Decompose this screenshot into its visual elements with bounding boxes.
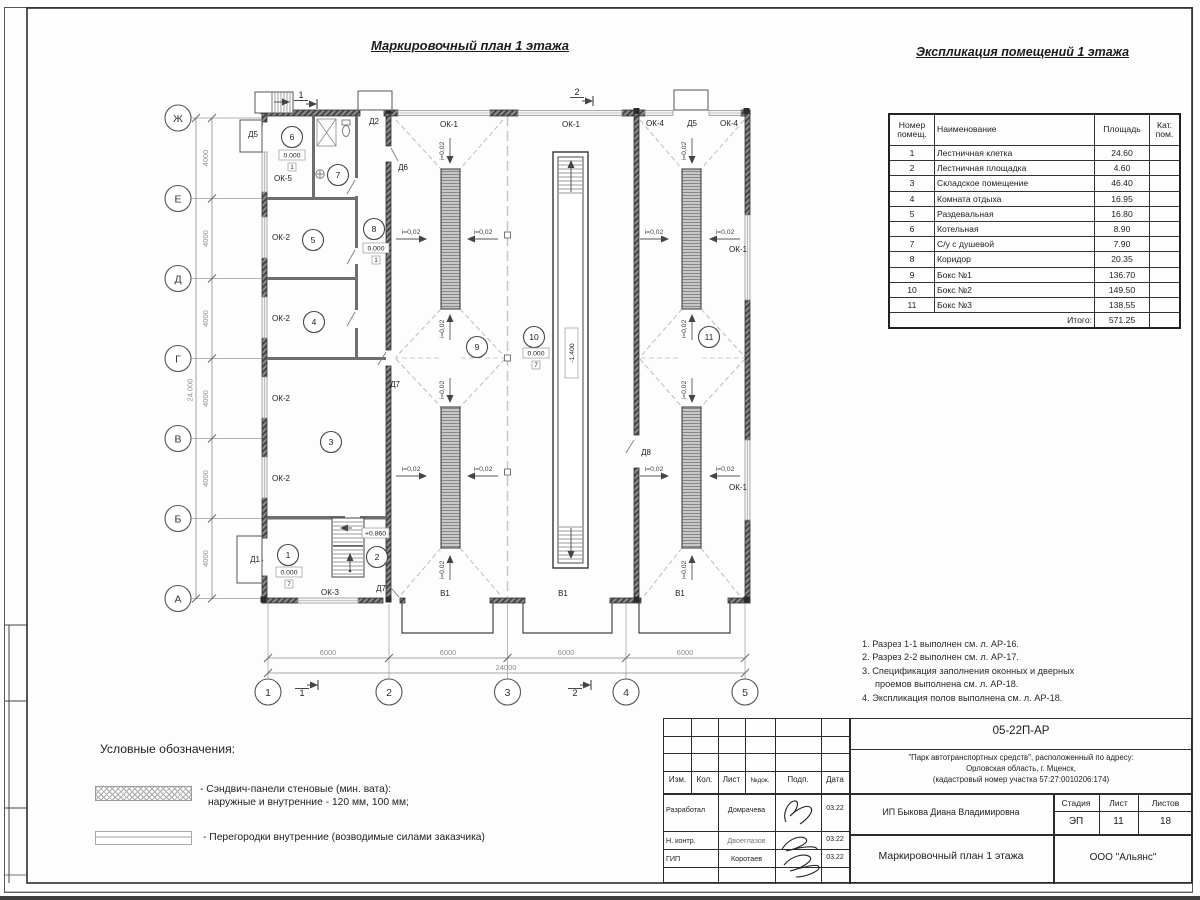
room-cat	[1150, 161, 1181, 176]
name-gip: Коротаев	[730, 854, 763, 863]
table-header-row	[889, 114, 1180, 146]
room-name: Складское помещение	[935, 176, 1095, 191]
svg-text:i=0,02: i=0,02	[439, 560, 446, 580]
svg-text:0.000: 0.000	[527, 350, 545, 358]
window-label: ОК-1	[440, 120, 458, 129]
window-label: ОК-2	[272, 394, 290, 403]
room-num: 4	[889, 191, 935, 206]
svg-text:i=0,02: i=0,02	[644, 229, 664, 236]
svg-text:i=0,02: i=0,02	[439, 319, 446, 339]
room-cat	[1150, 267, 1181, 282]
room-name: Лестничная площадка	[935, 161, 1095, 176]
room-area: 136.70	[1095, 267, 1150, 282]
room-cat	[1150, 146, 1181, 161]
note-line: 1. Разрез 1-1 выполнен см. л. АР-16.	[862, 639, 1019, 649]
svg-text:i=0,02: i=0,02	[473, 466, 493, 473]
legend-title: Условные обозначения:	[100, 742, 236, 756]
svg-text:0.000: 0.000	[280, 569, 298, 577]
table-row	[889, 237, 1180, 252]
window-label: ОК-2	[272, 314, 290, 323]
col-header-area: Площадь	[1095, 114, 1150, 146]
legend-item1-line1: - Сэндвич-панели стеновые (мин. вата):	[200, 784, 392, 795]
company-name: ООО "Альянс"	[1089, 852, 1157, 863]
col-podp: Подп.	[787, 775, 809, 784]
svg-text:10: 10	[529, 332, 539, 342]
table-row	[889, 267, 1180, 282]
dim-4000: 4000	[201, 470, 210, 487]
room-name: Лестничная клетка	[935, 146, 1095, 161]
grid-row-label: В	[174, 433, 182, 446]
window-label: ОК-5	[274, 174, 292, 183]
room-num: 7	[889, 237, 935, 252]
sheets-total: 18	[1159, 816, 1172, 827]
window-label: ОК-2	[272, 233, 290, 242]
svg-text:i=0,02: i=0,02	[439, 380, 446, 400]
svg-text:8: 8	[371, 224, 377, 234]
gate-ramps	[402, 603, 730, 633]
svg-text:5: 5	[310, 235, 316, 245]
room-num: 2	[889, 161, 935, 176]
table-title: Экспликация помещений 1 этажа	[915, 45, 1130, 59]
room-name: Бокс №3	[935, 297, 1095, 312]
signature	[776, 831, 822, 881]
door-label: Д8	[641, 448, 651, 457]
svg-text:i=0,02: i=0,02	[681, 319, 688, 339]
svg-text:2: 2	[572, 688, 578, 698]
table-row	[889, 221, 1180, 236]
room-num: 10	[889, 282, 935, 297]
door-label: Д7	[390, 380, 400, 389]
table-row	[889, 191, 1180, 206]
room-num: 6	[889, 221, 935, 236]
total-cat	[1150, 313, 1181, 329]
dim-4000: 4000	[201, 149, 210, 167]
room-num: 3	[889, 176, 935, 191]
svg-text:6: 6	[289, 132, 295, 142]
dim-6000: 6000	[439, 648, 457, 657]
grid-row-label: Е	[174, 193, 182, 206]
grid-row-label: Б	[174, 513, 182, 526]
grid-col-label: 2	[386, 687, 392, 699]
table-row	[889, 297, 1180, 312]
gate-label: В1	[440, 589, 450, 598]
date-developed: 03.22	[826, 805, 844, 812]
svg-text:i=0,02: i=0,02	[401, 466, 421, 473]
room-cat	[1150, 297, 1181, 312]
client-name: ИП Быкова Диана Владимировна	[882, 807, 1020, 817]
room-name: Раздевальная	[935, 206, 1095, 221]
grid-col-label: 4	[623, 687, 629, 699]
table-row	[889, 206, 1180, 221]
sandwich-panel-swatch	[95, 786, 192, 801]
doc-code: 05-22П-АР	[992, 725, 1050, 737]
room-area: 16.95	[1095, 191, 1150, 206]
room-num: 1	[889, 146, 935, 161]
svg-text:0.000: 0.000	[367, 245, 385, 253]
grid-row-label: Д	[174, 273, 182, 286]
svg-text:1: 1	[290, 165, 294, 172]
window-label: ОК-1	[729, 483, 747, 492]
svg-text:2: 2	[574, 87, 580, 97]
svg-text:3: 3	[328, 437, 334, 447]
table-row	[889, 282, 1180, 297]
note-line: проемов выполнена см. л. АР-18.	[875, 679, 1019, 690]
svg-text:11: 11	[704, 332, 714, 342]
notes-block	[862, 638, 1172, 705]
window-label: ОК-4	[646, 119, 664, 128]
svg-text:i=0,02: i=0,02	[681, 380, 688, 400]
room-cat	[1150, 282, 1181, 297]
grid-col-label: 1	[265, 687, 271, 699]
room-area: 46.40	[1095, 176, 1150, 191]
room-name: Бокс №2	[935, 282, 1095, 297]
room-name: Бокс №1	[935, 267, 1095, 282]
door-label: Д1	[250, 555, 260, 564]
role-developed: Разработал	[666, 805, 706, 814]
svg-text:i=0,02: i=0,02	[473, 229, 493, 236]
total-label: Итого:	[889, 313, 1095, 329]
room-cat	[1150, 206, 1181, 221]
toilet-icon	[342, 120, 350, 137]
room-name: Коридор	[935, 252, 1095, 267]
dim-4000: 4000	[201, 390, 210, 407]
svg-text:i=0,02: i=0,02	[439, 141, 446, 161]
room-num: 8	[889, 252, 935, 267]
grid-col-label: 3	[504, 687, 511, 699]
plan-title: Маркировочный план 1 этажа	[371, 38, 569, 53]
door-label: Д7	[376, 584, 386, 593]
sheet-name: Маркировочный план 1 этажа	[878, 850, 1024, 862]
dim-24000-h: 24000	[495, 663, 517, 672]
inspection-pit	[553, 152, 588, 568]
window-label: ОК-1	[729, 245, 747, 254]
grid-row-label: Ж	[173, 113, 183, 125]
dim-4000: 4000	[201, 310, 210, 327]
room-area: 8.90	[1095, 221, 1150, 236]
dim-6000: 6000	[319, 648, 337, 657]
svg-text:1: 1	[374, 258, 378, 265]
room-numbers	[278, 127, 720, 568]
door-label: Д5	[248, 130, 258, 139]
legend-item1-line2: наружные и внутренние - 120 мм, 100 мм;	[208, 797, 409, 808]
col-list: Лист	[722, 775, 741, 784]
room-name: Комната отдыха	[935, 191, 1095, 206]
window-label: ОК-3	[321, 588, 339, 597]
svg-text:7: 7	[287, 582, 291, 589]
room-num: 5	[889, 206, 935, 221]
svg-text:1: 1	[299, 688, 305, 698]
room-cat	[1150, 191, 1181, 206]
col-ndok: №док.	[750, 777, 770, 784]
col-kol: Кол.	[696, 775, 713, 784]
date-ncontrol: 03.22	[826, 836, 844, 843]
col-header-name: Наименование	[935, 114, 1095, 146]
grid-bubbles	[165, 105, 758, 705]
room-area: 16.80	[1095, 206, 1150, 221]
svg-text:i=0,02: i=0,02	[401, 229, 421, 236]
legend-item2: - Перегородки внутренние (возводимые силами заказчика)	[203, 832, 485, 843]
window-label: ОК-4	[720, 119, 738, 128]
window-label: ОК-2	[272, 474, 290, 483]
pit-level-label: -1.400	[569, 343, 576, 363]
svg-text:7: 7	[335, 170, 341, 180]
room-cat	[1150, 176, 1181, 191]
date-gip: 03.22	[826, 854, 844, 861]
dim-4000: 4000	[201, 550, 210, 567]
table-row	[889, 146, 1180, 161]
project-line2: Орловская область, г. Мценск,	[966, 764, 1076, 773]
sheets-header: Листов	[1151, 798, 1180, 808]
role-gip: ГИП	[666, 854, 681, 863]
role-ncontrol: Н. контр.	[666, 836, 696, 845]
table-row	[889, 161, 1180, 176]
door-label: Д2	[369, 117, 379, 126]
col-header-num: Номер помещ.	[889, 114, 935, 146]
svg-text:i=0,02: i=0,02	[715, 466, 735, 473]
name-developed: Домрачева	[727, 805, 766, 814]
col-izm: Изм.	[668, 775, 687, 784]
svg-text:1: 1	[285, 550, 291, 560]
svg-text:4: 4	[311, 317, 317, 327]
room-cat	[1150, 237, 1181, 252]
stair-unit	[332, 518, 364, 577]
room-cat	[1150, 252, 1181, 267]
sheet-number: 11	[1113, 816, 1124, 827]
gate-label: В1	[558, 589, 568, 598]
note-line: 2. Разрез 2-2 выполнен см. л. АР-17.	[862, 652, 1019, 663]
project-line3: (кадастровый номер участка 57:27:0010206:174)	[932, 775, 1110, 784]
room-name: Котельная	[935, 221, 1095, 236]
svg-text:i=0,02: i=0,02	[681, 560, 688, 580]
table-row	[889, 252, 1180, 267]
room-area: 20.35	[1095, 252, 1150, 267]
svg-text:+0.860: +0.860	[365, 530, 386, 538]
dim-4000: 4000	[201, 230, 210, 247]
table-total-row	[889, 313, 1180, 329]
partition-swatch	[95, 831, 192, 845]
stage-header: Стадия	[1061, 798, 1091, 808]
note-line: 4. Экспликация полов выполнена см. л. АР-18.	[862, 692, 1063, 703]
dim-6000: 6000	[557, 648, 575, 657]
signature	[778, 796, 820, 830]
title-block	[663, 718, 1192, 883]
col-data: Дата	[826, 775, 844, 784]
dim-6000: 6000	[676, 648, 694, 657]
grid-row-label: Г	[175, 353, 181, 366]
room-area: 24.60	[1095, 146, 1150, 161]
svg-text:i=0,02: i=0,02	[644, 466, 664, 473]
rooms-table	[888, 113, 1181, 329]
room-area: 149.50	[1095, 282, 1150, 297]
svg-text:7: 7	[534, 363, 538, 370]
svg-text:9: 9	[474, 342, 480, 352]
total-value: 571.25	[1095, 313, 1150, 329]
stage-value: ЭП	[1068, 816, 1084, 827]
svg-text:1: 1	[298, 90, 304, 100]
exterior-stair	[255, 92, 293, 113]
washbasin-icon	[316, 170, 324, 178]
gate-label: В1	[675, 589, 685, 598]
dim-24000-v: 24.000	[185, 378, 195, 402]
grid-row-label: А	[174, 593, 182, 606]
note-line: 3. Спецификация заполнения оконных и дверных	[862, 665, 1075, 676]
sheet-header: Лист	[1109, 798, 1128, 808]
room-area: 138.55	[1095, 297, 1150, 312]
table-row	[889, 176, 1180, 191]
room-area: 4.60	[1095, 161, 1150, 176]
svg-text:i=0,02: i=0,02	[681, 141, 688, 161]
door-label: Д6	[398, 163, 408, 172]
svg-text:2: 2	[374, 552, 380, 562]
room-num: 9	[889, 267, 935, 282]
grid-col-label: 5	[742, 687, 748, 699]
window-label: ОК-1	[562, 120, 580, 129]
name-ncontrol: Двоеглазов	[727, 836, 766, 845]
door-label: Д5	[687, 119, 697, 128]
project-line1: "Парк автотранспортных средств", расположенный по адресу:	[908, 753, 1134, 762]
room-name: С/у с душевой	[935, 237, 1095, 252]
svg-text:0.000: 0.000	[283, 152, 301, 160]
col-header-cat: Кат. пом.	[1150, 114, 1181, 146]
room-area: 7.90	[1095, 237, 1150, 252]
room-num: 11	[889, 297, 935, 312]
room-cat	[1150, 221, 1181, 236]
svg-text:i=0,02: i=0,02	[715, 229, 735, 236]
